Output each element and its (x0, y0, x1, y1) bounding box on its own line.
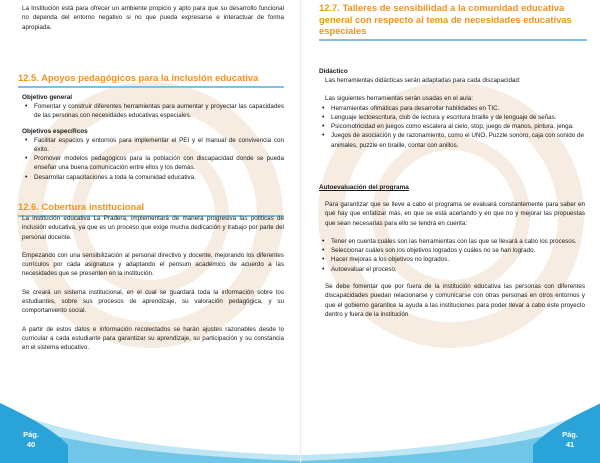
list-item: • Psicomotricidad en juegos como escalera al cielo, stop, juego de manos, pintura, jenga. (319, 122, 585, 131)
list-item: • Desarrollar capacitaciones a toda la comunidad educativa. (22, 173, 284, 182)
footer-waves (0, 393, 300, 463)
didactic-block (319, 68, 585, 150)
page-value: 40 (26, 440, 36, 449)
right-page (300, 0, 600, 463)
paragraph: Las herramientas didácticas serán adaptadas para cada discapacidad: (325, 77, 521, 84)
paragraph: Para garantizar que se lleve a cabo el programa se evaluará constantemente para saber en qué hay que enfatizar más, en que se está acertando y en que no y mejorar las propuestas que sean necesarias para ello se tendrá en cuenta: (325, 201, 585, 227)
self-evaluation-title: Autoevaluación del programa (319, 184, 409, 191)
self-evaluation-block (319, 184, 585, 319)
footer-waves (301, 393, 600, 463)
page-number (555, 430, 585, 450)
section-heading: 12.5. Apoyos pedagógicos para la inclusión educativa (18, 72, 259, 83)
objective-specific-title: Objetivos específicos (22, 127, 88, 135)
objective-specific-list (22, 136, 284, 182)
paragraph: Las siguientes herramientas serán usadas en el aula: (325, 95, 474, 103)
section-12-7 (319, 2, 587, 41)
list-item: • Facilitar espacios y entornos para implementar el PEI y el manual de convivencia con éxito. (22, 136, 284, 155)
evaluation-list (319, 237, 585, 274)
paragraph: Empezando con una sensibilización al personal directivo y docente, mejorando los diferentes currículos por cada asignatura y adaptando el pensum académico de acuerdo a las necesidades que se presenten en la institución. (22, 251, 284, 278)
list-item: • Fomentar y construir diferentes herramientas para aumentar y proyectar las capacidades de las personas con necesidades educativas especiales. (22, 102, 284, 121)
list-item: • Autoevaluar el proceso. (319, 265, 585, 274)
paragraph: La institución educativa La Pradera, implementará de manera progresiva las políticas de inclusión educativa, ya que es un proceso que exige mucha dedicación y trabajo por parte del personal docente. (22, 215, 284, 241)
list-item: • Seleccionar cuáles son los objetivos logrados y cuáles no se han logrado. (319, 246, 585, 255)
list-item: • Lenguaje lectoescritura, club de lectura y escritura braille y de lenguaje de señas. (319, 113, 585, 122)
list-item: • Juegos de asociación y de razonamiento, como el UNO, Puzzle sonoro, caja con sonido de animales, puzzle en braille, contar con anillos. (319, 131, 585, 150)
section-heading: 12.6. Cobertura institucional (18, 201, 145, 212)
heading-rule (18, 86, 284, 88)
heading-rule (319, 39, 587, 41)
paragraph: A partir de estos datos e información recolectados se harán ajustes razonables desde lo curricular a cada estudiante para garantizar su aprendizaje, su participación y su constancia en el sistema educativo. (22, 325, 284, 352)
page-number (16, 430, 46, 450)
list-item: • Hacer mejoras a los objetivos no logrados. (319, 255, 585, 264)
paragraph: Se creará un sistema institucional, en el cual se guardará toda la información sobre los estudiantes, sobre sus procesos de aprendizaje, su valoración pedagógica, y su comportamiento social. (22, 288, 284, 315)
page-value: 41 (565, 440, 575, 449)
objective-general-title: Objetivo general (22, 94, 73, 101)
didactic-title: Didáctico (319, 68, 348, 75)
page-label: Pág. (23, 430, 39, 439)
page-label: Pág. (562, 430, 578, 439)
objectives (22, 94, 284, 182)
list-item: • Herramientas ofimáticas para desarrollar habilidades en TIC. (319, 104, 585, 113)
objective-general-list (22, 102, 284, 121)
closing-paragraph: Se debe fomentar que por fuera de la institución educativa las personas con diferentes discapacidades puedan relacionarse y comunicarse con otras personas en otros entornos y que el gobierno garantice la ayuda a las instituciones para poder llevar a cabo este proyecto dentro y fuera de la institución (325, 283, 585, 318)
section-12-5 (18, 72, 284, 88)
section-heading: 12.7. Talleres de sensibilidad a la comunidad educativa general con respecto al tema de necesidades educativas especiales (319, 2, 572, 36)
coverage-paragraphs (22, 214, 284, 353)
list-item: • Tener en cuenta cuáles son las herramientas con las que se llevará a cabo los procesos. (319, 237, 585, 246)
list-item: • Promover modelos pedagógicos para la población con discapacidad donde se pueda enseñar una buena comunicación entre ellos y los demás. (22, 154, 284, 173)
intro-paragraph: La Institución está para ofrecer un ambiente propicio y apto para que su desarrollo funcional no dependa del entorno negativo si no que pueda expresarse e interactuar de forma apropiada. (22, 5, 284, 31)
tools-list (319, 104, 585, 150)
